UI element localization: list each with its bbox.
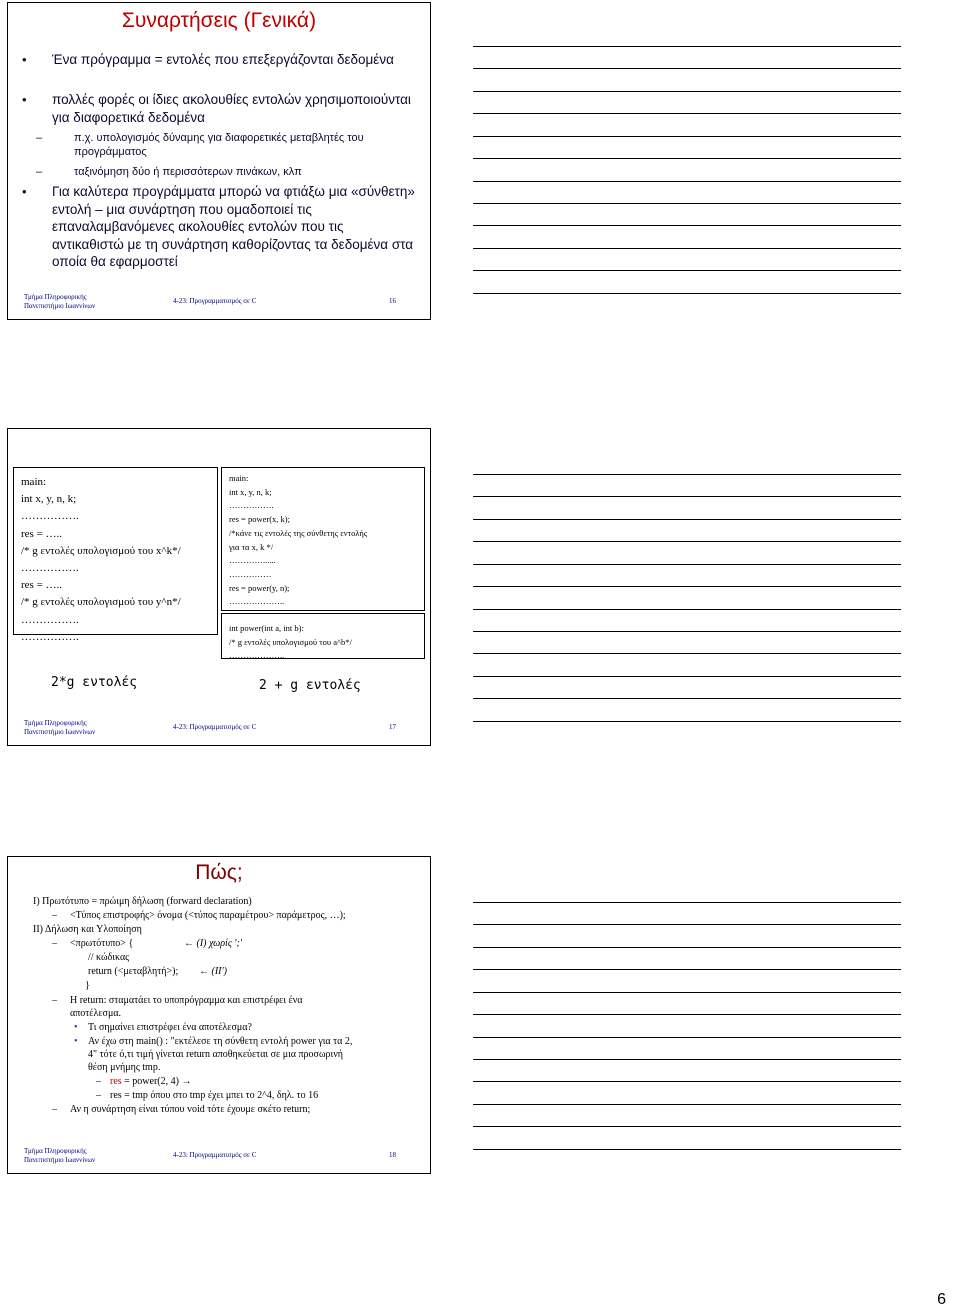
footer-department: [24, 293, 95, 311]
code-line: ……………: [229, 568, 272, 579]
slide-footer: [8, 1147, 430, 1167]
dash-item: [96, 1075, 191, 1088]
note-line: [473, 1037, 901, 1038]
text-line: θέση μνήμης tmp.: [88, 1062, 161, 1073]
note-line: [473, 1014, 901, 1015]
text-line: Ι) Πρωτότυπο = πρώιμη δήλωση (forward declaration): [33, 896, 252, 907]
note-line: [473, 924, 901, 925]
footer-dept-line: Τμήμα Πληροφορικής: [24, 719, 87, 727]
text-line: <Τύπος επιστροφής> όνομα (<τύπος παραμέτρου> παράμετρος, …);: [70, 910, 346, 921]
slide-title: Πώς;: [195, 861, 243, 884]
footer-course: 4-23: Προγραμματισμός σε C: [173, 1151, 257, 1159]
bullet-text: Για καλύτερα προγράμματα μπορώ να φτιάξω μια «σύνθετη» εντολή – μια συνάρτηση που ομαδοποιεί τις επαναλαμβανόμενες ακολουθίες εντολών που τις αντικαθιστώ με τη συνάρτηση καθορίζοντας τα δεδομένα στα οποία θα εφαρμοστεί: [52, 184, 415, 269]
dash-marker: –: [52, 910, 57, 921]
footer-slide-number: 17: [389, 723, 396, 731]
bullet-marker: •: [74, 1036, 78, 1047]
dash-item: [96, 1089, 318, 1102]
code-box-without-function: [13, 467, 218, 643]
note-line: [473, 158, 901, 159]
code-line: res = power(y, n);: [229, 582, 290, 593]
footer-dept-line: Τμήμα Πληροφορικής: [24, 293, 87, 301]
code-line: main:: [229, 473, 249, 483]
slide-16: [7, 2, 431, 320]
note-line: [473, 1149, 901, 1150]
note-line: [473, 270, 901, 271]
text-line: ΙΙ) Δήλωση και Υλοποίηση: [33, 924, 142, 935]
dash-marker: –: [96, 1076, 101, 1087]
bullet-marker: •: [74, 1022, 78, 1033]
note-line: [473, 902, 901, 903]
code-line: res = power(x, k);: [229, 514, 290, 525]
note-line: [473, 698, 901, 699]
note-line: [473, 203, 901, 204]
note-line: [473, 136, 901, 137]
note-line: [473, 519, 901, 520]
footer-slide-number: 16: [389, 297, 396, 305]
bullet-text: πολλές φορές οι ίδιες ακολουθίες εντολών χρησιμοποιούνται για διαφορετικά δεδομένα: [52, 92, 411, 125]
text-line: αποτέλεσμα.: [70, 1008, 122, 1019]
sub-bullet-marker: –: [36, 166, 43, 178]
sub-bullet-text: ταξινόμηση δύο ή περισσότερων πινάκων, κλπ: [74, 166, 302, 178]
text-line: Αν έχω στη main() : "εκτέλεσε τη σύνθετη εντολή power για τα 2,: [88, 1036, 353, 1047]
dash-item: [52, 909, 346, 922]
sub-bullet-marker: –: [36, 132, 43, 144]
code-line: …………….: [229, 500, 274, 511]
annotation-note: ← (I) χωρίς ';': [184, 938, 242, 949]
text-line: Αν η συνάρτηση είναι τύπου void τότε έχουμε σκέτο return;: [70, 1104, 311, 1115]
note-line: [473, 609, 901, 610]
note-line: [473, 474, 901, 475]
code-line: …………….: [21, 562, 79, 575]
dash-item: [52, 1103, 311, 1116]
sub-bullet-text: π.χ. υπολογισμός δύναμης για διαφορετικές μεταβλητές του προγράμματος: [74, 132, 364, 158]
text-line: // κώδικας: [88, 952, 130, 963]
note-line: [473, 564, 901, 565]
footer-university-line: Πανεπιστήμιο Ιωαννίνων: [24, 1156, 96, 1164]
note-line: [473, 68, 901, 69]
note-line: [473, 225, 901, 226]
note-line: [473, 1081, 901, 1082]
dash-marker: –: [52, 995, 57, 1006]
text-line: <πρωτότυπο> {: [70, 938, 134, 949]
code-line: int x, y, n, k;: [21, 493, 77, 506]
note-line: [473, 541, 901, 542]
note-line: [473, 1126, 901, 1127]
text-line: [96, 1076, 191, 1087]
code-line: /*κάνε τις εντολές της σύνθετης εντολής: [229, 527, 368, 538]
code-line: ………………..: [229, 650, 285, 661]
note-line: [473, 248, 901, 249]
text-fragment: = power(2, 4) →: [121, 1076, 192, 1087]
footer-university-line: Πανεπιστήμιο Ιωαννίνων: [24, 302, 96, 310]
code-line: /* g εντολές υπολογισμού του y^n*/: [21, 596, 181, 609]
note-line: [473, 46, 901, 47]
footer-dept-line: Τμήμα Πληροφορικής: [24, 1147, 87, 1155]
code-line: int x, y, n, k;: [229, 486, 272, 497]
note-line: [473, 496, 901, 497]
note-line: [473, 676, 901, 677]
note-line: [473, 1104, 901, 1105]
text-line: Τι σημαίνει επιστρέφει ένα αποτέλεσμα?: [88, 1022, 252, 1033]
bullet-text: Ένα πρόγραμμα = εντολές που επεξεργάζονται δεδομένα: [52, 52, 394, 67]
dash-marker: –: [96, 1090, 101, 1101]
footer-course: 4-23: Προγραμματισμός σε C: [173, 297, 257, 305]
code-line: int power(int a, int b):: [229, 623, 304, 633]
code-line: …………….: [21, 630, 79, 643]
caption-right: 2 + g εντολές: [259, 678, 361, 693]
sub-bullet-item: [28, 165, 418, 179]
code-line: …………….: [21, 510, 79, 523]
sub-bullet-item: [28, 131, 418, 159]
footer-department: [24, 1147, 95, 1165]
code-line: res = …..: [21, 579, 63, 592]
bullet-marker: •: [22, 184, 27, 199]
note-line: [473, 653, 901, 654]
code-line: main:: [21, 476, 47, 488]
footer-course: 4-23: Προγραμματισμός σε C: [173, 723, 257, 731]
bullet-item: [24, 183, 418, 271]
bullet-item: [74, 1021, 252, 1034]
text-line: }: [85, 980, 90, 991]
slide-17: [7, 428, 431, 746]
code-line: /* g εντολές υπολογισμού του a^b*/: [229, 636, 352, 647]
note-line: [473, 631, 901, 632]
note-line: [473, 586, 901, 587]
note-line: [473, 1059, 901, 1060]
bullet-item: [74, 1035, 352, 1048]
text-line: 4" τότε ό,τι τιμή γίνεται return αποθηκεύεται σε μια προσωρινή: [88, 1049, 343, 1060]
annotation-note: ← (II'): [199, 966, 227, 977]
code-box-with-function: [221, 467, 425, 611]
code-line: ………………..: [229, 596, 285, 607]
dash-item: [52, 994, 303, 1007]
dash-marker: –: [52, 938, 57, 949]
note-line: [473, 992, 901, 993]
code-line: res = …..: [21, 527, 63, 540]
slide-title: Συναρτήσεις (Γενικά): [121, 9, 317, 32]
text-line: return (<μεταβλητή>);: [88, 966, 179, 977]
text-line: Η return: σταματάει το υποπρόγραμμα και επιστρέφει ένα: [70, 995, 303, 1006]
footer-university-line: Πανεπιστήμιο Ιωαννίνων: [24, 728, 96, 736]
page-number: 6: [937, 1291, 946, 1308]
bullet-marker: •: [22, 92, 27, 107]
bullet-item: [24, 51, 418, 69]
slide-footer: [8, 293, 430, 313]
note-line: [473, 293, 901, 294]
note-line: [473, 91, 901, 92]
dash-marker: –: [52, 1104, 57, 1115]
dash-item: [52, 937, 134, 950]
note-line: [473, 721, 901, 722]
caption-left: 2*g εντολές: [51, 675, 138, 690]
note-line: [473, 969, 901, 970]
text-line: res = tmp όπου στο tmp έχει μπει το 2^4, δηλ. το 16: [110, 1090, 319, 1101]
slide-18: [7, 856, 431, 1174]
bullet-marker: •: [22, 52, 27, 67]
note-line: [473, 113, 901, 114]
slide-footer: [8, 719, 430, 739]
code-line: /* g εντολές υπολογισμού του x^k*/: [21, 544, 181, 557]
footer-department: [24, 719, 95, 737]
note-line: [473, 181, 901, 182]
code-line: …………......: [229, 555, 276, 566]
code-line: …………….: [21, 613, 79, 626]
code-line: για τα x, k */: [229, 541, 274, 552]
note-line: [473, 947, 901, 948]
code-box-function-definition: [221, 613, 425, 659]
highlighted-variable: res: [110, 1076, 122, 1087]
footer-slide-number: 18: [389, 1151, 396, 1159]
bullet-item: [24, 91, 418, 126]
